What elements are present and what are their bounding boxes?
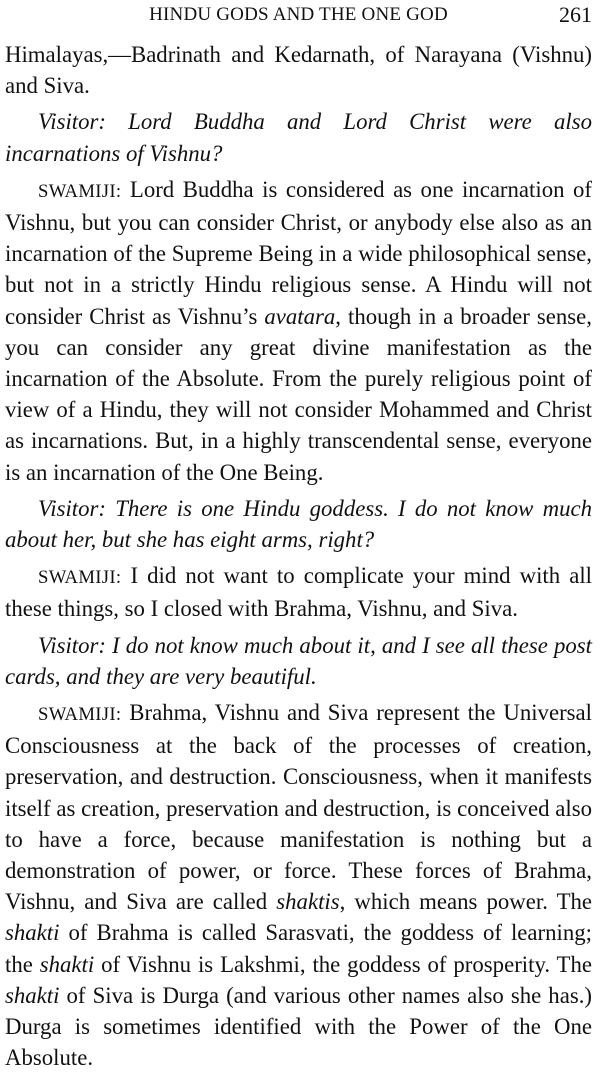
swamiji-answer xyxy=(5,697,592,1073)
term-shaktis: shaktis xyxy=(276,889,340,915)
visitor-question: Visitor: There is one Hindu goddess. I do not know much about her, but she has eight arms, right? xyxy=(5,495,592,553)
answer-text: , though in a broader sense, you can consider any great divine manifestation as the incarnation of the Absolute. From the purely religious point of view of a Hindu, they will not consider Mohammed and Christ as incarnations. But, in a highly transcendental sense, everyone is an incarnation of the One Being. xyxy=(5,303,592,485)
body-text xyxy=(5,39,592,1079)
page-number: 261 xyxy=(559,2,592,27)
term-shakti: shakti xyxy=(5,920,60,946)
running-head xyxy=(5,2,592,30)
visitor-question: Visitor: Lord Buddha and Lord Christ were also incarnations of Vishnu? xyxy=(5,109,592,166)
answer-text: Brahma, Vishnu and Siva represent the Universal Consciousness at the back of the processes of creation, preservation, and destruction. Consciousness, when it manifests itself as creation, preservation and destruction, is conceived also to have a force, because manifestation is nothing but a demonstration of power, or force. These forces of Brahma, Vishnu, and Siva are called xyxy=(5,700,592,915)
swamiji-answer xyxy=(5,560,592,624)
speaker-label: SWAMIJI: xyxy=(38,567,122,589)
answer-text: of Vishnu is Lakshmi, the goddess of prosperity. The xyxy=(94,951,592,977)
chapter-title: HINDU GODS AND THE ONE GOD xyxy=(149,4,448,25)
term-shakti: shakti xyxy=(39,951,95,977)
paragraph-continuation: Himalayas,—Badrinath and Kedarnath, of Narayana (Vishnu) and Siva. xyxy=(5,42,592,99)
answer-text: of Siva is Durga (and various other names also she has.) Durga is sometimes identified with the Power of the One Absolute. xyxy=(5,982,592,1071)
term-avatara: avatara xyxy=(264,303,336,329)
answer-text: Lord Buddha is considered as one incarnation of Vishnu, but you can consider Christ, or anybody else also as an incarnation of the Supreme Being in a wide philosophical sense, but not in a strictly Hindu religious sense. A Hindu will not consider Christ as Vishnu’s xyxy=(5,176,592,329)
visitor-question: Visitor: I do not know much about it, and I see all these post cards, and they are very beautiful. xyxy=(5,632,592,689)
swamiji-answer xyxy=(5,174,592,488)
answer-text: of Brahma is called Sarasvati, the goddess of learning; the xyxy=(5,920,592,977)
answer-text: I did not want to complicate your mind with all these things, so I closed with Brahma, Vishnu, and Siva. xyxy=(5,563,592,622)
term-shakti: shakti xyxy=(5,982,60,1008)
speaker-label: SWAMIJI: xyxy=(38,704,122,726)
answer-text: , which means power. The xyxy=(339,889,593,915)
speaker-label: SWAMIJI: xyxy=(38,180,122,202)
